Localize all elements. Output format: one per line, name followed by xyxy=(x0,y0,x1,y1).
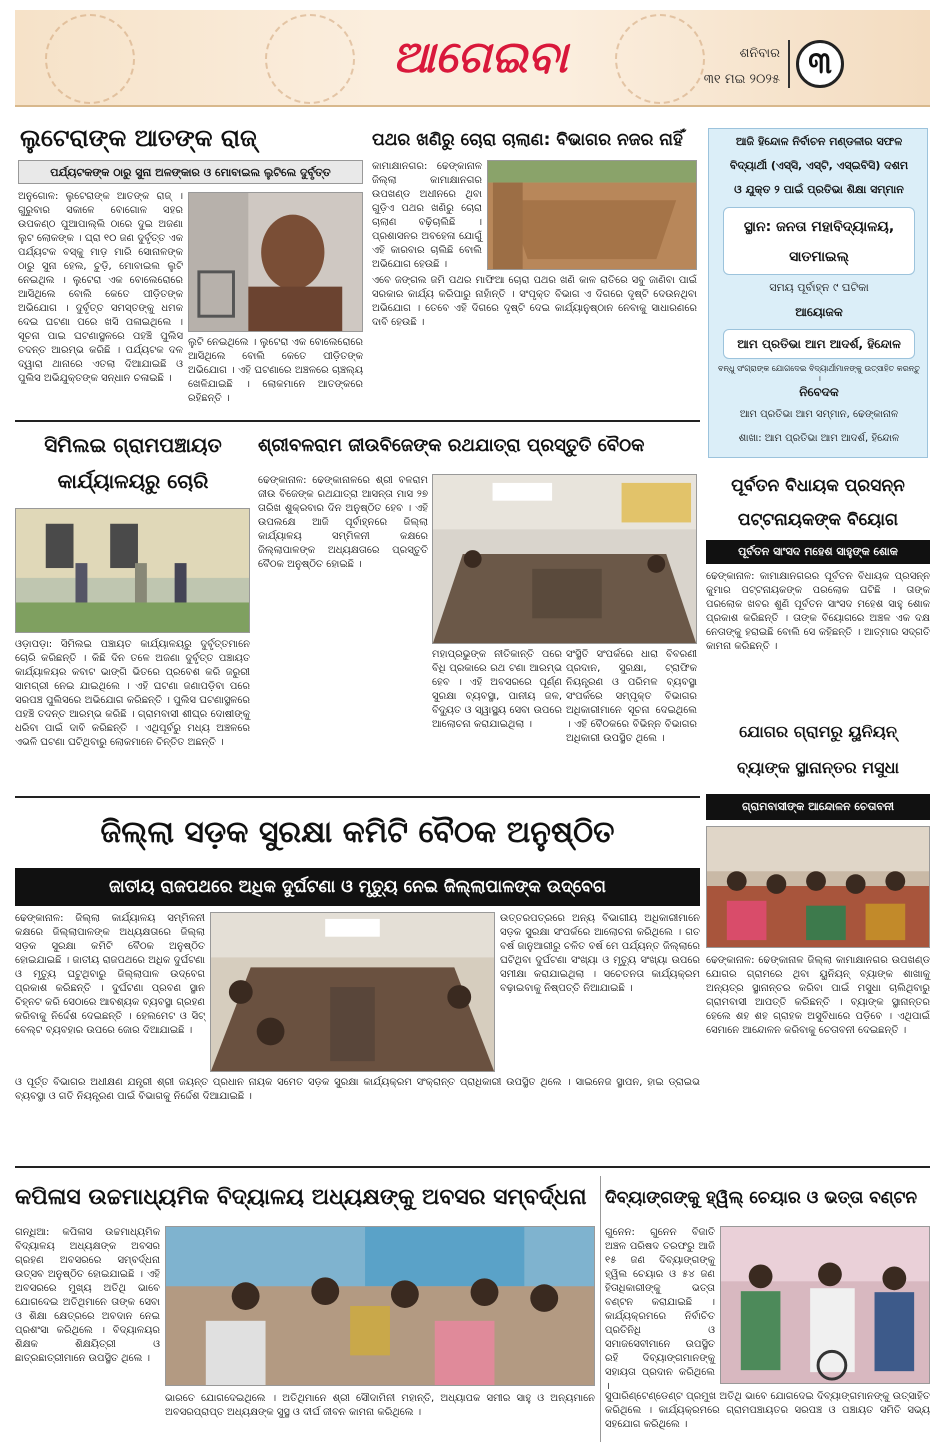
story9-text-a: ଗୁନେନ: ଗୁନେନ ବିଜାତି ଅଞ୍ଚଳ ପରିଷଦ ତରଫରୁ ଆଜି ୧୫ ଜଣ ଦିବ୍ୟାଙ୍ଗଙ୍କୁ ହ୍ୱିଲ ଚେୟାର ଓ ୫୪ ଜଣ ହିତାଧିକାରୀଙ୍କୁ ଭତ୍ତା ବଣ୍ଟନ କରାଯାଇଛି । କାର୍ଯ୍ୟକ୍ରମରେ ନିର୍ବାଚିତ ପ୍ରତିନିଧି ଓ ସମାଜସେବୀମାନେ ଉପସ୍ଥିତ ରହି ଦିବ୍ୟାଙ୍ଗମାନଙ୍କୁ ସହାୟତା ପ୍ରଦାନ କରିଥିଲେ । xyxy=(605,1227,715,1392)
story4-text-c: ସଂସ୍ଥିତି ସଂପର୍କରେ ଧାରା ବିବରଣୀ ପ୍ରଦାନ, ସୁରକ୍ଷା, ଟ୍ରାଫିକ ନିୟନ୍ତ୍ରଣ ଓ ପରିମଳ ବ୍ୟବସ୍ଥା ସଂପର୍କରେ ସମ୍ପୃକ୍ତ ବିଭାଗର ଅଧିକାରୀମାନେ ସୂଚନା ଦେଇଥିଲେ । ଏହି ବୈଠକରେ ବିଭିନ୍ନ ବିଭାଗର ଅଧିକାରୀ ଉପସ୍ଥିତ ଥିଲେ । xyxy=(566,649,697,744)
masthead xyxy=(15,10,930,107)
story1-subheadline: ପର୍ଯ୍ୟଟକଙ୍କ ଠାରୁ ସୁନା ଅଳଙ୍କାର ଓ ମୋବାଇଲ ଲୁଟିଲେ ଦୁର୍ବୃତ୍ତ xyxy=(18,160,363,184)
story9-headline: ଦିବ୍ୟାଙ୍ଗଙ୍କୁ ହ୍ୱିଲ୍ ଚେୟାର ଓ ଭତ୍ତା ବଣ୍ଟନ xyxy=(605,1188,918,1208)
event-announcement-box xyxy=(708,128,928,458)
story6-protest-photo xyxy=(706,826,930,948)
page-number: ୩ xyxy=(796,40,844,88)
story3-text: ଓଡ଼ାପଡ଼ା: ସିମିଲଇ ପଞ୍ଚାୟତ କାର୍ଯ୍ୟାଳୟରୁ ଦୁର୍ବୃତ୍ତମାନେ ଚୋରି କରିଛନ୍ତି । କିଛି ଦିନ ତଳେ ଅଜଣା ଦୁର୍ବୃତ୍ତ ପଞ୍ଚାୟତ କାର୍ଯ୍ୟାଳୟର କବାଟ ଭାଙ୍ଗି ଭିତରେ ପ୍ରବେଶ କରି ଜରୁରୀ ସାମଗ୍ରୀ ନେଇ ଯାଇଥିଲେ । ଏହି ଘଟଣା ଜଣାପଡ଼ିବା ପରେ ସରପଞ୍ଚ ପୁଲିସରେ ଅଭିଯୋଗ କରିଛନ୍ତି । ପୁଲିସ ଘଟଣାସ୍ଥଳରେ ପହଞ୍ଚି ତଦନ୍ତ ଆରମ୍ଭ କରିଛି । ଗ୍ରାମବାସୀ ଶୀଘ୍ର ଦୋଷୀଙ୍କୁ ଧରିବା ପାଇଁ ଦାବି କରିଛନ୍ତି । ଏଥିପୂର୍ବରୁ ମଧ୍ୟ ଅଞ୍ଚଳରେ ଏଭଳି ଘଟଣା ଘଟିଥିବାରୁ ଲୋକମାନେ ଚିନ୍ତିତ ଅଛନ୍ତି । xyxy=(15,639,250,748)
story2-text-a: କାମାକ୍ଷାନଗର: ଢେଙ୍କାନାଳ ଜିଲ୍ଲା କାମାକ୍ଷାନଗର ଉପଖଣ୍ଡ ଅଧୀନରେ ଥିବା ଗୁଡ଼ିଏ ପଥର ଖଣିରୁ ଚୋରା ଚାଲାଣ ବଢ଼ିଚାଲିଛି । ପ୍ରଶାସନର ଅବହେଳା ଯୋଗୁଁ ଏହି କାରବାର ଚାଲିଛି ବୋଲି ଅଭିଯୋଗ ହେଉଛି । xyxy=(372,161,482,270)
event-time: ସମୟ ପୂର୍ବାହ୍ନ ୯ ଘଟିକା xyxy=(769,281,869,294)
story1-photo xyxy=(188,192,363,332)
announcement-line-3: ଓ ଯୁକ୍ତ ୨ ପାଇଁ ପ୍ରତିଭା ଶିକ୍ଷା ସମ୍ମାନ xyxy=(734,183,904,196)
venue-line-2: ସାତମାଇଲ୍ xyxy=(789,249,849,265)
story7-text-b: ଉତ୍ତରପତ୍ରରେ ଅନ୍ୟ ବିଭାଗୀୟ ଅଧିକାରୀମାନେ ସଡ଼କ ସୁରକ୍ଷା ସଂପର୍କରେ ଆଲୋଚନା କରିଥିଲେ । ଗତ ବର୍ଷ ଜାନୁଆରୀରୁ ଚଳିତ ବର୍ଷ ମେ ପର୍ଯ୍ୟନ୍ତ ଜିଲ୍ଲାରେ ଘଟିଥିବା ଦୁର୍ଘଟଣା ସଂଖ୍ୟା ଓ ମୃତ୍ୟୁ ସଂଖ୍ୟା ଉପରେ ସମୀକ୍ଷା କରାଯାଇଥିଲା । ସଚେତନତା କାର୍ଯ୍ୟକ୍ରମ ବଢ଼ାଇବାକୁ ନିଷ୍ପତ୍ତି ନିଆଯାଇଛି । xyxy=(500,913,700,994)
venue-box xyxy=(723,207,915,275)
story4-text-a: ଢେଙ୍କାନାଳ: ଢେଙ୍କାନାଳରେ ଶ୍ରୀ ବଳରାମ ଜୀଉ ବିଜେଙ୍କ ରଥଯାତ୍ରା ଆସନ୍ତା ମାସ ୨୭ ତାରିଖ ଶୁକ୍ରବାର ଦିନ ଅନୁଷ୍ଠିତ ହେବ । ଏହି ଉପଲକ୍ଷେ ଆଜି ପୂର୍ବାହ୍ନରେ ଜିଲ୍ଲା କାର୍ଯ୍ୟାଳୟ ସମ୍ମିଳନୀ କକ୍ଷରେ ଜିଲ୍ଲାପାଳଙ୍କ ଅଧ୍ୟକ୍ଷତାରେ ପ୍ରସ୍ତୁତି ବୈଠକ ଅନୁଷ୍ଠିତ ହୋଇଛି । xyxy=(258,475,428,570)
announcement-line-1: ଆଜି ହିନ୍ଦୋଳ ନିର୍ବାଚନ ମଣ୍ଡଳୀର ସଫଳ xyxy=(735,135,903,148)
story5-text: ଢେଙ୍କାନାଳ: କାମାକ୍ଷାନଗରର ପୂର୍ବତନ ବିଧାୟକ ପ୍ରସନ୍ନ କୁମାର ପଟ୍ଟନାୟକଙ୍କ ପରଲୋକ ଘଟିଛି । ତାଙ୍କ ପରଲୋକ ଖବର ଶୁଣି ପୂର୍ବତନ ସାଂସଦ ମହେଶ ସାହୁ ଶୋକ ପ୍ରକାଶ କରିଛନ୍ତି । ତାଙ୍କ ବିୟୋଗରେ ଅଞ୍ଚଳ ଏକ ଦକ୍ଷ ନେତାଙ୍କୁ ହରାଇଛି ବୋଲି ସେ କହିଛନ୍ତି । ଆତ୍ମାର ସଦ୍‌ଗତି କାମନା କରିଛନ୍ତି । xyxy=(706,571,930,652)
story8-text-bottom: ଭାରତେ ଯୋଗଦେଇଥିଲେ । ଅତିଥିମାନେ ଶ୍ରୀ ସୌଦାମିନୀ ମହାନ୍ତି, ଅଧ୍ୟାପକ ସମୀର ସାହୁ ଓ ଅନ୍ୟମାନେ ଅବସରପ୍ରାପ୍ତ ଅଧ୍ୟକ୍ଷଙ୍କ ସୁସ୍ଥ ଓ ଦୀର୍ଘ ଜୀବନ କାମନା କରିଥିଲେ । xyxy=(165,1393,595,1418)
organiser-label: ଆୟୋଜକ xyxy=(795,305,843,319)
story3-photo xyxy=(15,508,250,633)
story7-headline: ଜିଲ୍ଲା ସଡ଼କ ସୁରକ୍ଷା କମିଟି ବୈଠକ ଅନୁଷ୍ଠିତ xyxy=(100,815,615,850)
story3-headline-line1: ସିମିଲଇ ଗ୍ରାମପଞ୍ଚାୟତ xyxy=(44,433,222,457)
issue-day: ଶନିବାର xyxy=(739,46,780,61)
section-rule xyxy=(15,420,700,422)
story9-wheelchair-photo xyxy=(720,1226,930,1384)
story9-text-bottom: ସୁପାରିଣ୍ଟେଣ୍ଡେଣ୍ଟ ପ୍ରମୁଖ ଅତିଥି ଭାବେ ଯୋଗଦେଇ ଦିବ୍ୟାଙ୍ଗମାନଙ୍କୁ ଉତ୍ସାହିତ କରିଥିଲେ । କାର୍ଯ୍ୟକ୍ରମରେ ଗ୍ରାମପଞ୍ଚାୟତର ସରପଞ୍ଚ ଓ ପଞ୍ଚାୟତ ସମିତି ସଭ୍ୟ ସହଯୋଗ କରିଥିଲେ । xyxy=(605,1391,930,1430)
story1-text-right: ଲୁଟି ନେଇଥିଲେ । ଲୁଟେରା ଏକ ବୋଲେରୋରେ ଆସିଥିଲେ ବୋଲି କେତେ ପୀଡ଼ିତଙ୍କ ଅଭିଯୋଗ । ଏହି ଘଟଣାରେ ଅଞ୍ଚଳରେ ଚାଞ୍ଚଲ୍ୟ ଖେଳିଯାଇଛି । ଲୋକମାନେ ଆତଙ୍କରେ ରହିଛନ୍ତି । xyxy=(188,337,363,404)
story7-text-a: ଢେଙ୍କାନାଳ: ଜିଲ୍ଲା କାର୍ଯ୍ୟାଳୟ ସମ୍ମିଳନୀ କକ୍ଷରେ ଜିଲ୍ଲାପାଳଙ୍କ ଅଧ୍ୟକ୍ଷତାରେ ଜିଲ୍ଲା ସଡ଼କ ସୁରକ୍ଷା କମିଟି ବୈଠକ ଅନୁଷ୍ଠିତ ହୋଇଯାଇଛି । ଜାତୀୟ ରାଜପଥରେ ଅଧିକ ଦୁର୍ଘଟଣା ଓ ମୃତ୍ୟୁ ଘଟୁଥିବାରୁ ଜିଲ୍ଲାପାଳ ଉଦ୍‌ବେଗ ପ୍ରକାଶ କରିଛନ୍ତି । ଦୁର୍ଘଟଣା ପ୍ରବଣ ସ୍ଥାନ ଚିହ୍ନଟ କରି ସେଠାରେ ଆବଶ୍ୟକ ବ୍ୟବସ୍ଥା ଗ୍ରହଣ କରିବାକୁ ନିର୍ଦ୍ଦେଶ ଦେଇଛନ୍ତି । ହେଲମେଟ ଓ ସିଟ୍ ବେଲ୍ଟ ବ୍ୟବହାର ଉପରେ ଜୋର ଦିଆଯାଇଛି । xyxy=(15,913,205,1036)
newspaper-logo: ଆଗେଇବା xyxy=(392,32,568,83)
column-rule xyxy=(600,1176,601,1442)
story5-subheadline: ପୂର୍ବତନ ସାଂସଦ ମହେଶ ସାହୁଙ୍କ ଶୋକ xyxy=(706,540,930,564)
requester-1: ଆମ ପ୍ରତିଭା ଆମ ସମ୍ମାନ, ଢେଙ୍କାନାଳ xyxy=(739,409,899,420)
mandala-decoration xyxy=(615,14,705,104)
story6-subheadline: ଗ୍ରାମବାସୀଙ୍କ ଆନ୍ଦୋଳନ ଚେତାବନୀ xyxy=(706,794,930,820)
story8-text-a: ଗନ୍ଧିଆ: କପିଳାସ ଉଚ୍ଚମାଧ୍ୟମିକ ବିଦ୍ୟାଳୟ ଅଧ୍ୟକ୍ଷଙ୍କ ଅବସର ଗ୍ରହଣ ଅବସରରେ ସମ୍ବର୍ଦ୍ଧନା ଉତ୍ସବ ଅନୁଷ୍ଠିତ ହୋଇଯାଇଛି । ଏହି ଅବସରରେ ମୁଖ୍ୟ ଅତିଥି ଭାବେ ଯୋଗଦେଇ ଅତିଥିମାନେ ତାଙ୍କ ସେବା ଓ ଶିକ୍ଷା କ୍ଷେତ୍ରରେ ଅବଦାନ ନେଇ ପ୍ରଶଂସା କରିଥିଲେ । ବିଦ୍ୟାଳୟର ଶିକ୍ଷକ ଶିକ୍ଷୟିତ୍ରୀ ଓ ଛାତ୍ରଛାତ୍ରୀମାନେ ଉପସ୍ଥିତ ଥିଲେ । xyxy=(15,1227,160,1364)
issue-date: ୩୧ ମଇ ୨୦୨୫ xyxy=(703,72,780,87)
story2-headline: ପଥର ଖଣିରୁ ଚୋରା ଚାଲାଣ: ବିଭାଗର ନଜର ନାହିଁ xyxy=(372,130,683,150)
venue-line-1: ସ୍ଥାନ: ଜନତା ମହାବିଦ୍ୟାଳୟ, xyxy=(743,219,895,235)
story6-headline-line1: ଯୋଗର ଗ୍ରାମରୁ ୟୁନିୟନ୍ xyxy=(739,722,897,741)
organiser-box xyxy=(723,329,915,359)
organiser-name: ଆମ ପ୍ରତିଭା ଆମ ଆଦର୍ଶ, ହିନ୍ଦୋଳ xyxy=(737,337,901,351)
story1-text-left: ଅନୁଗୋଳ: ଲୁଟେରାଙ୍କ ଆତଙ୍କ ରାଜ୍ । ଗୁରୁବାର ସକାଳେ ବୋଗୋଳ ସହର ଉପକଣ୍ଠ ପୁଆପାଲ୍ଲି ଠାରେ ଦୁଇ ଅଜଣା ଲୁଟ ଲୋକଙ୍କ । ଘ୍ରା ୧୦ ଜଣ ଦୁର୍ବୃତ୍ତ ଏକ ପର୍ଯ୍ୟଟକ ବସ୍‌କୁ ମାଡ଼ ମାରି ସୋନାଳଙ୍କ ଠାରୁ ସୁନା ହେଲ, ଚୁଡ଼ି, ମୋବାଇଲ ଲୁଟି ନେଇଥିଲ । ଲୁଟେରା ଏକ ବୋଲେରୋରେ ଆସିଥିଲେ ବୋଲି କେତେ ପୀଡ଼ିତଙ୍କ ଅଭିଯୋଗ । ଦୁର୍ବୃତ୍ତ ସମସ୍ତଙ୍କୁ ଧମକ ଦେଇ ଘଟଣା ପରେ ଖସି ପଳାଇଥିଲେ । ସୂଚନା ପାଇ ଘଟଣାସ୍ଥଳରେ ପହଞ୍ଚି ପୁଲିସ ତଦନ୍ତ ଆରମ୍ଭ କରିଛି । ପର୍ଯ୍ୟଟକ ଦଳ ଦ୍ୱାରା ଥାନାରେ ଏତଲା ଦିଆଯାଇଛି ଓ ପୁଲିସ ଅଭିଯୁକ୍ତଙ୍କ ସନ୍ଧାନ ଚଳାଇଛି । xyxy=(18,191,183,384)
story5-headline-line2: ପଟ୍ଟନାୟକଙ୍କ ବିୟୋଗ xyxy=(737,510,899,530)
story2-quarry-photo xyxy=(487,160,697,270)
story3-headline-line2: କାର୍ଯ୍ୟାଳୟରୁ ଚୋରି xyxy=(57,469,209,493)
mandala-decoration xyxy=(45,14,135,104)
requester-2: ଶାଖା: ଆମ ପ୍ରତିଭା ଆମ ଆଦର୍ଶ, ହିନ୍ଦୋଳ xyxy=(738,433,900,444)
story6-headline-line2: ବ୍ୟାଙ୍କ ସ୍ଥାନାନ୍ତର ମସୁଧା xyxy=(736,758,900,777)
story6-text: ଢେଙ୍କାନାଳ: ଢେଙ୍କାନାଳ ଜିଲ୍ଲା କାମାକ୍ଷାନଗର ଉପଖଣ୍ଡ ଯୋଗର ଗ୍ରାମରେ ଥିବା ୟୁନିୟନ୍ ବ୍ୟାଙ୍କ ଶାଖାକୁ ଅନ୍ୟତ୍ର ସ୍ଥାନାନ୍ତର କରିବା ପାଇଁ ମସୁଧା ଚାଲିଥିବାରୁ ଗ୍ରାମବାସୀ ଆପତ୍ତି କରିଛନ୍ତି । ବ୍ୟାଙ୍କ ସ୍ଥାନାନ୍ତର ହେଲେ ଶହ ଶହ ଗ୍ରାହକ ଅସୁବିଧାରେ ପଡ଼ିବେ । ଏଥିପାଇଁ ସେମାନେ ଆନ୍ଦୋଳନ କରିବାକୁ ଚେତାବନୀ ଦେଇଛନ୍ତି । xyxy=(706,955,930,1036)
story5-headline-line1: ପୂର୍ବତନ ବିଧାୟକ ପ୍ରସନ୍ନ xyxy=(731,476,905,496)
story8-headline: କପିଳାସ ଉଚ୍ଚମାଧ୍ୟମିକ ବିଦ୍ୟାଳୟ ଅଧ୍ୟକ୍ଷଙ୍କୁ ଅବସର ସମ୍ବର୍ଦ୍ଧନା xyxy=(15,1185,587,1210)
invite-text: ବନ୍ଧୁ ସଂଗ୍ରାଙ୍କ ଯୋଗଦେଇ ବିଦ୍ୟାର୍ଥୀମାନଙ୍କୁ ଉତ୍ସାହିତ କରନ୍ତୁ । xyxy=(718,364,920,383)
request-label: ନିବେଦକ xyxy=(799,385,839,399)
story2-text-b: ଏବେ ଜଙ୍ଗଲ ଜମି ପଥର ମାଫିଆ ଚୋରା ପଥର ଖଣି କାଳ ରାତିରେ ସବୁ ଜାଣିବା ପାଇଁ ସରକାର କାର୍ଯ୍ୟ କରିପାରୁ ନାହାଁନ୍ତି । ସଂପୃକ୍ତ ବିଭାଗ ଏ ଦିଗରେ ଦୃଷ୍ଟି ଦେଉନଥିବା ଅଭିଯୋଗ । ତେବେ ଏହି ଦିଗରେ ଦୃଷ୍ଟି ଦେଇ କାର୍ଯ୍ୟାନୁଷ୍ଠାନ ନେବାକୁ ସାଧାରଣରେ ଦାବି ହେଉଛି । xyxy=(372,275,697,328)
story1-headline: ଲୁଟେରାଙ୍କ ଆତଙ୍କ ରାଜ୍ xyxy=(20,124,257,152)
story7-text-bottom: ଓ ପୂର୍ତ୍ତ ବିଭାଗର ଅଧୀକ୍ଷଣ ଯନ୍ତ୍ରୀ ଶ୍ରୀ ଜୟନ୍ତ ପ୍ରଧାନ ନାୟକ ସମେତ ସଡ଼କ ସୁରକ୍ଷା କାର୍ଯ୍ୟକ୍ରମ ସଂକ୍ରାନ୍ତ ପ୍ରାଧିକାରୀ ଉପସ୍ଥିତ ଥିଲେ । ସାଇନେଜ ସ୍ଥାପନ, ହାଇ ଡ୍ରାଇଭ ବ୍ୟବସ୍ଥା ଓ ଗତି ନିୟନ୍ତ୍ରଣ ପାଇଁ ବିଭାଗକୁ ନିର୍ଦ୍ଦେଶ ଦିଆଯାଇଛି । xyxy=(15,1077,700,1102)
story4-meeting-photo xyxy=(432,474,697,644)
masthead-divider xyxy=(788,40,790,88)
story8-felicitation-photo xyxy=(165,1226,595,1386)
announcement-line-2: ବିଦ୍ୟାର୍ଥୀ (ଏସ୍‌ସି, ଏସ୍‌ଟି, ଏସ୍‌ଇବିସି) ଦଶମ xyxy=(729,159,909,172)
section-rule xyxy=(15,796,700,798)
section-rule xyxy=(15,1166,930,1168)
story4-text-b: ମହାପ୍ରଭୁଙ୍କ ନୀତିକାନ୍ତି ପରେ ବିଧି ପ୍ରକାରେ ରଥ ଟଣା ଆରମ୍ଭ ହେବ । ଏହି ଅବସରରେ ପୂର୍ଣ୍ଣ ସୁରକ୍ଷା ବ୍ୟବସ୍ଥା, ପାନୀୟ ଜଳ, ବିଦ୍ୟୁତ ଓ ସ୍ୱାସ୍ଥ୍ୟ ସେବା ଉପରେ ଆଲୋଚନା କରାଯାଇଥିଲା । xyxy=(432,649,562,730)
mandala-decoration xyxy=(265,14,355,104)
story7-subheadline: ଜାତୀୟ ରାଜପଥରେ ଅଧିକ ଦୁର୍ଘଟଣା ଓ ମୃତ୍ୟୁ ନେଇ ଜିଲ୍ଲାପାଳଙ୍କ ଉଦ୍‌ବେଗ xyxy=(15,868,700,906)
story7-meeting-photo xyxy=(210,912,495,1072)
story4-headline: ଶ୍ରୀବଳରାମ ଜୀଉବିଜେଙ୍କ ରଥଯାତ୍ରା ପ୍ରସ୍ତୁତି ବୈଠକ xyxy=(258,435,645,456)
